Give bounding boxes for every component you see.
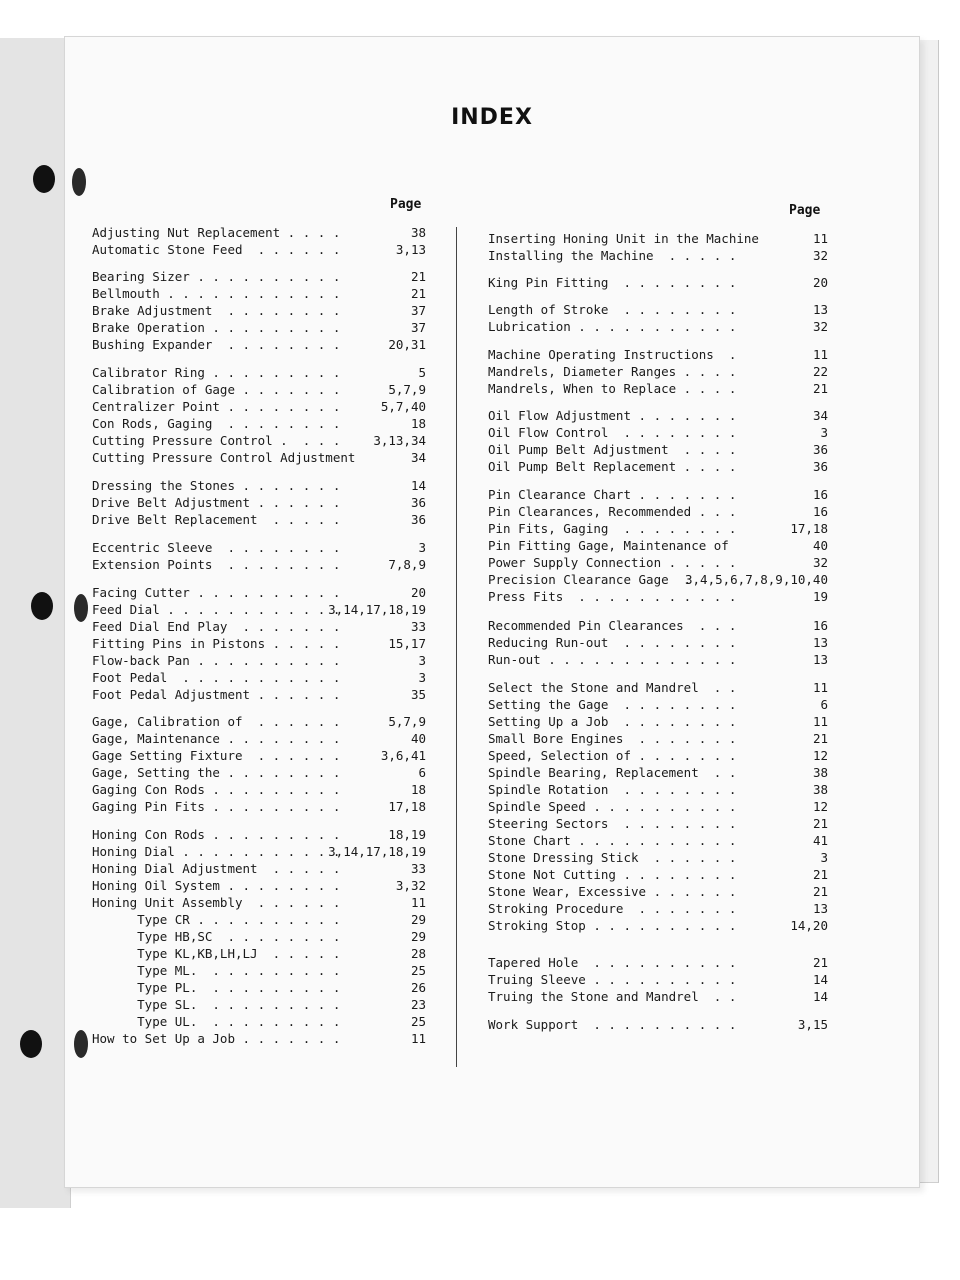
right-index-entry [488, 347, 828, 363]
entry-page-number: 16 [812, 487, 828, 502]
entry-page-number: 13 [812, 635, 828, 650]
entry-topic: Gaging Pin Fits . . . . . . . . . [92, 799, 341, 814]
binder-hole-1-shadow [72, 168, 86, 196]
index-page [64, 36, 920, 1188]
entry-page-number: 3,32 [395, 878, 426, 893]
right-index-entry [488, 248, 828, 264]
entry-topic: Installing the Machine . . . . . [488, 248, 737, 263]
right-index-entry [488, 538, 828, 554]
entry-topic: Oil Pump Belt Adjustment . . . . [488, 442, 737, 457]
entry-topic: Stroking Stop . . . . . . . . . . [488, 918, 737, 933]
entry-page-number: 32 [812, 555, 828, 570]
left-index-entry [92, 782, 426, 798]
right-index-entry [488, 955, 828, 971]
entry-page-number: 32 [812, 248, 828, 263]
entry-page-number: 6 [418, 765, 426, 780]
left-index-entry [92, 878, 426, 894]
left-index-entry [92, 602, 426, 618]
left-index-entry [92, 382, 426, 398]
entry-page-number: 5,7,9 [388, 382, 426, 397]
entry-topic: Oil Pump Belt Replacement . . . . [488, 459, 737, 474]
entry-topic: Feed Dial End Play . . . . . . . [92, 619, 341, 634]
entry-page-number: 5 [418, 365, 426, 380]
entry-topic: Length of Stroke . . . . . . . . [488, 302, 737, 317]
column-divider [456, 227, 457, 1067]
right-index-entry [488, 555, 828, 571]
entry-topic: Pin Clearances, Recommended . . . [488, 504, 737, 519]
left-index-entry [92, 844, 426, 860]
entry-page-number: 20 [410, 585, 426, 600]
entry-page-number: 29 [410, 929, 426, 944]
entry-topic: Feed Dial . . . . . . . . . . . . [92, 602, 341, 617]
entry-page-number: 37 [410, 303, 426, 318]
entry-page-number: 16 [812, 504, 828, 519]
entry-topic: Stone Dressing Stick . . . . . . [488, 850, 737, 865]
left-index-entry [92, 748, 426, 764]
left-index-entry [92, 963, 426, 979]
entry-page-number: 18 [410, 416, 426, 431]
right-index-entry [488, 459, 828, 475]
left-index-entry [92, 365, 426, 381]
left-index-entry [92, 827, 426, 843]
left-index-entry [92, 670, 426, 686]
entry-topic: Pin Fits, Gaging . . . . . . . . [488, 521, 737, 536]
entry-topic: Lubrication . . . . . . . . . . . [488, 319, 737, 334]
entry-page-number: 5,7,40 [380, 399, 426, 414]
entry-page-number: 11 [812, 347, 828, 362]
left-index-column [92, 225, 426, 1065]
entry-page-number: 36 [410, 512, 426, 527]
entry-topic: How to Set Up a Job . . . . . . . [92, 1031, 341, 1046]
right-index-entry [488, 714, 828, 730]
entry-topic: Fitting Pins in Pistons . . . . . [92, 636, 341, 651]
entry-topic: Gage, Setting the . . . . . . . . [92, 765, 341, 780]
entry-topic: Spindle Speed . . . . . . . . . . [488, 799, 737, 814]
left-index-entry [92, 337, 426, 353]
right-index-entry [488, 850, 828, 866]
entry-topic: Flow-back Pan . . . . . . . . . . [92, 653, 341, 668]
entry-page-number: 18 [410, 782, 426, 797]
entry-topic: Automatic Stone Feed . . . . . . [92, 242, 341, 257]
entry-page-number: 3 [820, 425, 828, 440]
entry-topic: Small Bore Engines . . . . . . . [488, 731, 737, 746]
entry-topic: Spindle Bearing, Replacement . . [488, 765, 737, 780]
right-index-entry [488, 302, 828, 318]
entry-page-number: 11 [410, 1031, 426, 1046]
entry-topic: Type PL. . . . . . . . . . [92, 980, 341, 995]
entry-page-number: 22 [812, 364, 828, 379]
right-index-entry [488, 618, 828, 634]
left-index-entry [92, 416, 426, 432]
left-index-entry [92, 765, 426, 781]
entry-topic: Type HB,SC . . . . . . . . [92, 929, 341, 944]
entry-topic: Calibrator Ring . . . . . . . . . [92, 365, 341, 380]
entry-page-number: 21 [410, 269, 426, 284]
right-index-entry [488, 504, 828, 520]
left-index-entry [92, 895, 426, 911]
entry-topic: Con Rods, Gaging . . . . . . . . [92, 416, 341, 431]
entry-page-number: 33 [410, 861, 426, 876]
left-index-entry [92, 399, 426, 415]
entry-page-number: 3 [418, 540, 426, 555]
right-index-entry [488, 731, 828, 747]
entry-page-number: 34 [812, 408, 828, 423]
entry-page-number: 7,8,9 [388, 557, 426, 572]
entry-topic: Work Support . . . . . . . . . . [488, 1017, 737, 1032]
left-index-entry [92, 929, 426, 945]
left-index-entry [92, 450, 426, 466]
entry-topic: Power Supply Connection . . . . . [488, 555, 737, 570]
left-index-entry [92, 912, 426, 928]
right-index-entry [488, 918, 828, 934]
entry-page-number: 29 [410, 912, 426, 927]
left-index-entry [92, 269, 426, 285]
entry-topic: Bushing Expander . . . . . . . . [92, 337, 341, 352]
left-index-entry [92, 731, 426, 747]
entry-page-number: 5,7,9 [388, 714, 426, 729]
entry-page-number: 19 [812, 589, 828, 604]
left-index-entry [92, 997, 426, 1013]
entry-topic: Setting Up a Job . . . . . . . . [488, 714, 737, 729]
entry-topic: Dressing the Stones . . . . . . . [92, 478, 341, 493]
entry-page-number: 12 [812, 748, 828, 763]
entry-page-number: 13 [812, 901, 828, 916]
right-index-column [488, 231, 828, 1041]
entry-page-number: 38 [410, 225, 426, 240]
entry-page-number: 3,14,17,18,19 [328, 844, 426, 859]
entry-page-number: 21 [812, 884, 828, 899]
entry-topic: Honing Unit Assembly . . . . . . [92, 895, 341, 910]
right-index-entry [488, 799, 828, 815]
entry-page-number: 34 [410, 450, 426, 465]
entry-page-number: 20,31 [388, 337, 426, 352]
entry-page-number: 40 [812, 538, 828, 553]
entry-page-number: 32 [812, 319, 828, 334]
entry-topic: Honing Con Rods . . . . . . . . . [92, 827, 341, 842]
right-index-entry [488, 231, 828, 247]
entry-topic: Facing Cutter . . . . . . . . . . [92, 585, 341, 600]
left-index-entry [92, 540, 426, 556]
right-index-entry [488, 680, 828, 696]
right-index-entry [488, 652, 828, 668]
entry-topic: Select the Stone and Mandrel . . [488, 680, 737, 695]
entry-page-number: 3,14,17,18,19 [328, 602, 426, 617]
left-index-entry [92, 636, 426, 652]
left-index-entry [92, 653, 426, 669]
entry-topic: Run-out . . . . . . . . . . . . . [488, 652, 737, 667]
entry-page-number: 36 [410, 495, 426, 510]
entry-page-number: 23 [410, 997, 426, 1012]
entry-page-number: 21 [812, 731, 828, 746]
left-index-entry [92, 557, 426, 573]
entry-topic: Machine Operating Instructions . [488, 347, 737, 362]
left-index-entry [92, 478, 426, 494]
entry-topic: Gage Setting Fixture . . . . . . [92, 748, 341, 763]
right-index-entry [488, 364, 828, 380]
entry-page-number: 25 [410, 1014, 426, 1029]
left-index-entry [92, 687, 426, 703]
binder-hole-1 [33, 165, 55, 193]
entry-topic: Brake Adjustment . . . . . . . . [92, 303, 341, 318]
entry-topic: Honing Dial Adjustment . . . . . [92, 861, 341, 876]
right-index-entry [488, 521, 828, 537]
entry-page-number: 3,6,41 [380, 748, 426, 763]
right-page-heading: Page [789, 203, 821, 218]
entry-topic: Press Fits . . . . . . . . . . . [488, 589, 737, 604]
entry-page-number: 20 [812, 275, 828, 290]
entry-topic: Mandrels, Diameter Ranges . . . . [488, 364, 737, 379]
entry-page-number: 3,13 [395, 242, 426, 257]
entry-page-number: 3,15 [797, 1017, 828, 1032]
entry-page-number: 21 [812, 955, 828, 970]
entry-page-number: 11 [812, 714, 828, 729]
entry-topic: Eccentric Sleeve . . . . . . . . [92, 540, 341, 555]
entry-page-number: 3,4,5,6,7,8,9,10,40 [685, 572, 828, 587]
entry-topic: Brake Operation . . . . . . . . . [92, 320, 341, 335]
right-index-entry [488, 408, 828, 424]
entry-page-number: 3,13,34 [373, 433, 426, 448]
entry-page-number: 33 [410, 619, 426, 634]
entry-topic: Extension Points . . . . . . . . [92, 557, 341, 572]
entry-topic: Stone Chart . . . . . . . . . . . [488, 833, 737, 848]
entry-topic: Centralizer Point . . . . . . . . [92, 399, 341, 414]
entry-page-number: 3 [418, 670, 426, 685]
left-index-entry [92, 225, 426, 241]
right-index-entry [488, 442, 828, 458]
entry-page-number: 15,17 [388, 636, 426, 651]
right-index-entry [488, 487, 828, 503]
entry-topic: Inserting Honing Unit in the Machine [488, 231, 759, 246]
entry-page-number: 14 [812, 972, 828, 987]
left-index-entry [92, 495, 426, 511]
entry-topic: Precision Clearance Gage . [488, 572, 692, 587]
right-index-entry [488, 748, 828, 764]
entry-topic: Type KL,KB,LH,LJ . . . . . [92, 946, 341, 961]
left-index-entry [92, 433, 426, 449]
entry-page-number: 14,20 [790, 918, 828, 933]
entry-page-number: 36 [812, 459, 828, 474]
entry-page-number: 16 [812, 618, 828, 633]
entry-page-number: 35 [410, 687, 426, 702]
binder-hole-2-shadow [74, 594, 88, 622]
right-index-entry [488, 319, 828, 335]
entry-page-number: 21 [812, 816, 828, 831]
entry-topic: Type SL. . . . . . . . . . [92, 997, 341, 1012]
entry-topic: Truing the Stone and Mandrel . . [488, 989, 737, 1004]
entry-topic: Pin Fitting Gage, Maintenance of [488, 538, 729, 553]
right-index-entry [488, 697, 828, 713]
entry-page-number: 6 [820, 697, 828, 712]
entry-topic: Adjusting Nut Replacement . . . . [92, 225, 341, 240]
left-index-entry [92, 242, 426, 258]
left-index-entry [92, 320, 426, 336]
entry-page-number: 36 [812, 442, 828, 457]
right-index-entry [488, 989, 828, 1005]
right-index-entry [488, 867, 828, 883]
binder-hole-3 [20, 1030, 42, 1058]
left-index-entry [92, 585, 426, 601]
entry-topic: Bearing Sizer . . . . . . . . . . [92, 269, 341, 284]
left-index-entry [92, 303, 426, 319]
entry-page-number: 38 [812, 765, 828, 780]
entry-topic: Bellmouth . . . . . . . . . . . . [92, 286, 341, 301]
left-index-entry [92, 714, 426, 730]
entry-page-number: 17,18 [388, 799, 426, 814]
right-index-entry [488, 1017, 828, 1033]
entry-page-number: 40 [410, 731, 426, 746]
right-index-entry [488, 381, 828, 397]
page-title: INDEX [451, 105, 533, 130]
right-index-entry [488, 572, 828, 588]
left-index-entry [92, 619, 426, 635]
entry-topic: Type CR . . . . . . . . . . [92, 912, 341, 927]
entry-topic: Steering Sectors . . . . . . . . [488, 816, 737, 831]
entry-topic: Type ML. . . . . . . . . . [92, 963, 341, 978]
entry-topic: Foot Pedal . . . . . . . . . . . [92, 670, 341, 685]
left-index-entry [92, 799, 426, 815]
entry-page-number: 11 [410, 895, 426, 910]
entry-page-number: 38 [812, 782, 828, 797]
entry-topic: Speed, Selection of . . . . . . . [488, 748, 737, 763]
right-index-entry [488, 901, 828, 917]
entry-topic: Pin Clearance Chart . . . . . . . [488, 487, 737, 502]
right-index-entry [488, 589, 828, 605]
entry-page-number: 17,18 [790, 521, 828, 536]
entry-page-number: 37 [410, 320, 426, 335]
entry-topic: Stroking Procedure . . . . . . . [488, 901, 737, 916]
entry-topic: Gage, Maintenance . . . . . . . . [92, 731, 341, 746]
entry-topic: Gaging Con Rods . . . . . . . . . [92, 782, 341, 797]
entry-topic: Honing Dial . . . . . . . . . . . [92, 844, 341, 859]
entry-topic: Type UL. . . . . . . . . . [92, 1014, 341, 1029]
entry-topic: Cutting Pressure Control Adjustment [92, 450, 356, 465]
entry-page-number: 21 [812, 867, 828, 882]
entry-topic: Spindle Rotation . . . . . . . . [488, 782, 737, 797]
right-index-entry [488, 884, 828, 900]
right-index-entry [488, 972, 828, 988]
entry-page-number: 12 [812, 799, 828, 814]
left-index-entry [92, 286, 426, 302]
entry-page-number: 41 [812, 833, 828, 848]
entry-topic: Cutting Pressure Control . . . . [92, 433, 341, 448]
entry-topic: Oil Flow Control . . . . . . . . [488, 425, 737, 440]
entry-topic: Foot Pedal Adjustment . . . . . . [92, 687, 341, 702]
entry-page-number: 21 [410, 286, 426, 301]
right-index-entry [488, 425, 828, 441]
right-index-entry [488, 765, 828, 781]
left-index-entry [92, 1031, 426, 1047]
left-index-entry [92, 512, 426, 528]
entry-topic: Tapered Hole . . . . . . . . . . [488, 955, 737, 970]
entry-topic: Calibration of Gage . . . . . . . [92, 382, 341, 397]
entry-topic: Recommended Pin Clearances . . . [488, 618, 737, 633]
right-index-entry [488, 833, 828, 849]
entry-topic: Drive Belt Adjustment . . . . . . [92, 495, 341, 510]
left-page-heading: Page [390, 197, 422, 212]
entry-topic: Truing Sleeve . . . . . . . . . . [488, 972, 737, 987]
entry-topic: King Pin Fitting . . . . . . . . [488, 275, 737, 290]
entry-topic: Drive Belt Replacement . . . . . [92, 512, 341, 527]
entry-page-number: 14 [812, 989, 828, 1004]
entry-page-number: 3 [820, 850, 828, 865]
entry-page-number: 3 [418, 653, 426, 668]
entry-page-number: 11 [812, 231, 828, 246]
entry-topic: Honing Oil System . . . . . . . . [92, 878, 341, 893]
binder-hole-3-shadow [74, 1030, 88, 1058]
left-index-entry [92, 946, 426, 962]
entry-page-number: 28 [410, 946, 426, 961]
entry-topic: Setting the Gage . . . . . . . . [488, 697, 737, 712]
entry-topic: Stone Not Cutting . . . . . . . . [488, 867, 737, 882]
entry-page-number: 11 [812, 680, 828, 695]
left-index-entry [92, 980, 426, 996]
right-index-entry [488, 782, 828, 798]
entry-page-number: 26 [410, 980, 426, 995]
entry-page-number: 13 [812, 302, 828, 317]
left-index-entry [92, 1014, 426, 1030]
left-index-entry [92, 861, 426, 877]
entry-page-number: 21 [812, 381, 828, 396]
entry-topic: Gage, Calibration of . . . . . . [92, 714, 341, 729]
entry-topic: Stone Wear, Excessive . . . . . . [488, 884, 737, 899]
entry-page-number: 25 [410, 963, 426, 978]
entry-topic: Mandrels, When to Replace . . . . [488, 381, 737, 396]
binder-hole-2 [31, 592, 53, 620]
right-index-entry [488, 635, 828, 651]
entry-page-number: 14 [410, 478, 426, 493]
entry-topic: Reducing Run-out . . . . . . . . [488, 635, 737, 650]
entry-page-number: 13 [812, 652, 828, 667]
entry-topic: Oil Flow Adjustment . . . . . . . [488, 408, 737, 423]
entry-page-number: 18,19 [388, 827, 426, 842]
right-index-entry [488, 816, 828, 832]
right-index-entry [488, 275, 828, 291]
